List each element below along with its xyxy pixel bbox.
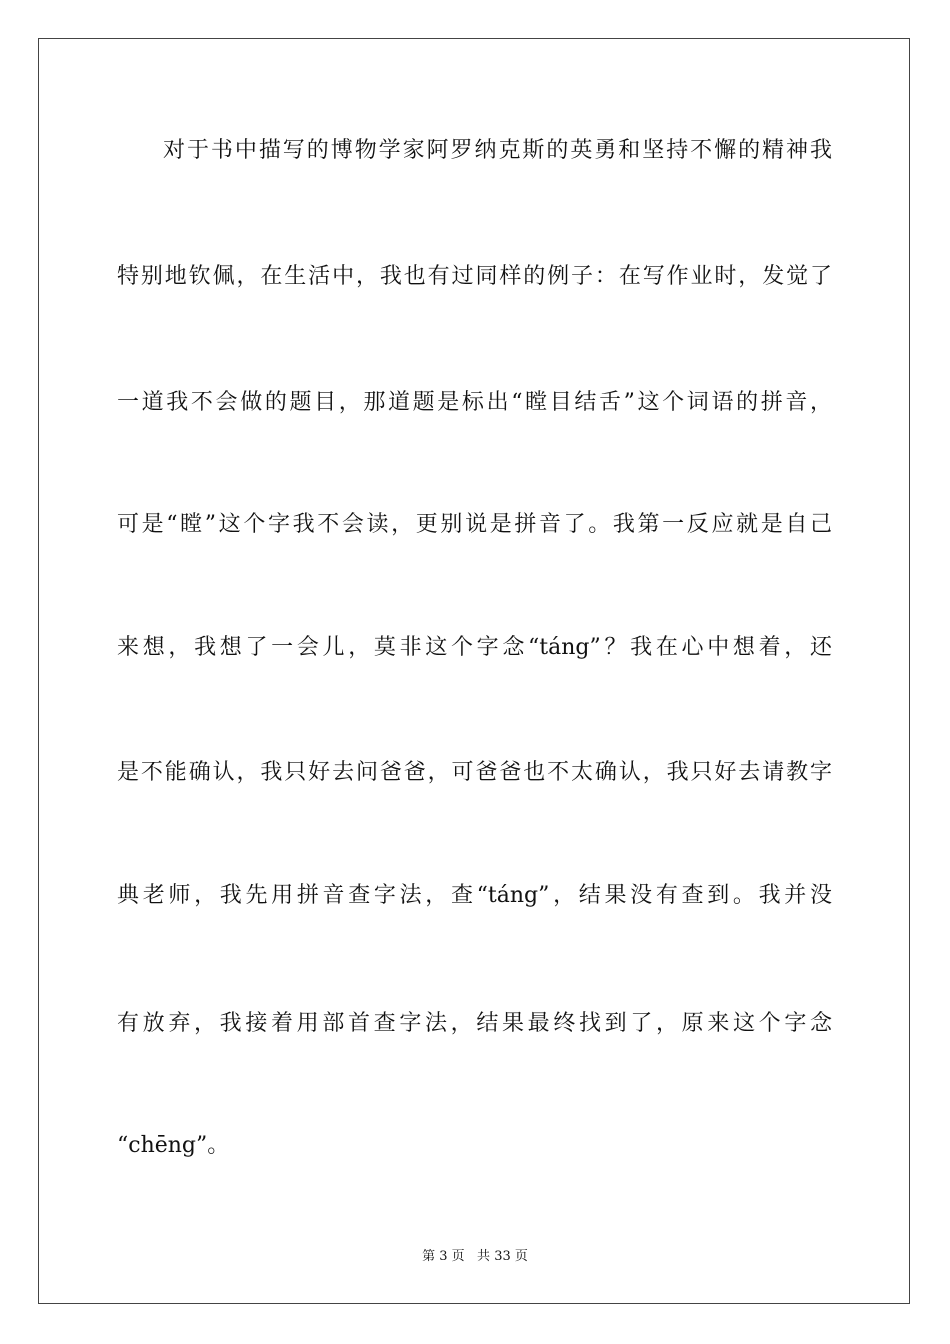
body-text-line-4: 可是“瞠”这个字我不会读，更别说是拼音了。我第一反应就是自己 xyxy=(117,512,832,537)
page-number-footer: 第 3 页 共 33 页 xyxy=(422,1249,528,1264)
body-text-line-3: 一道我不会做的题目，那道题是标出“瞠目结舌”这个词语的拼音， xyxy=(117,390,832,415)
body-text-line-6: 是不能确认，我只好去问爸爸，可爸爸也不太确认，我只好去请教字 xyxy=(117,760,832,785)
page-frame xyxy=(38,38,910,1304)
body-text-line-5: 来想，我想了一会儿，莫非这个字念“táng”？我在心中想着，还 xyxy=(117,635,832,660)
body-text-line-9: “chēng”。 xyxy=(117,1133,230,1158)
body-text-line-1: 对于书中描写的博物学家阿罗纳克斯的英勇和坚持不懈的精神我 xyxy=(163,138,832,163)
body-text-line-8: 有放弃，我接着用部首查字法，结果最终找到了，原来这个字念 xyxy=(117,1011,832,1036)
body-text-line-7: 典老师，我先用拼音查字法，查“táng”，结果没有查到。我并没 xyxy=(117,883,832,908)
body-text-line-2: 特别地钦佩，在生活中，我也有过同样的例子：在写作业时，发觉了 xyxy=(117,264,832,289)
